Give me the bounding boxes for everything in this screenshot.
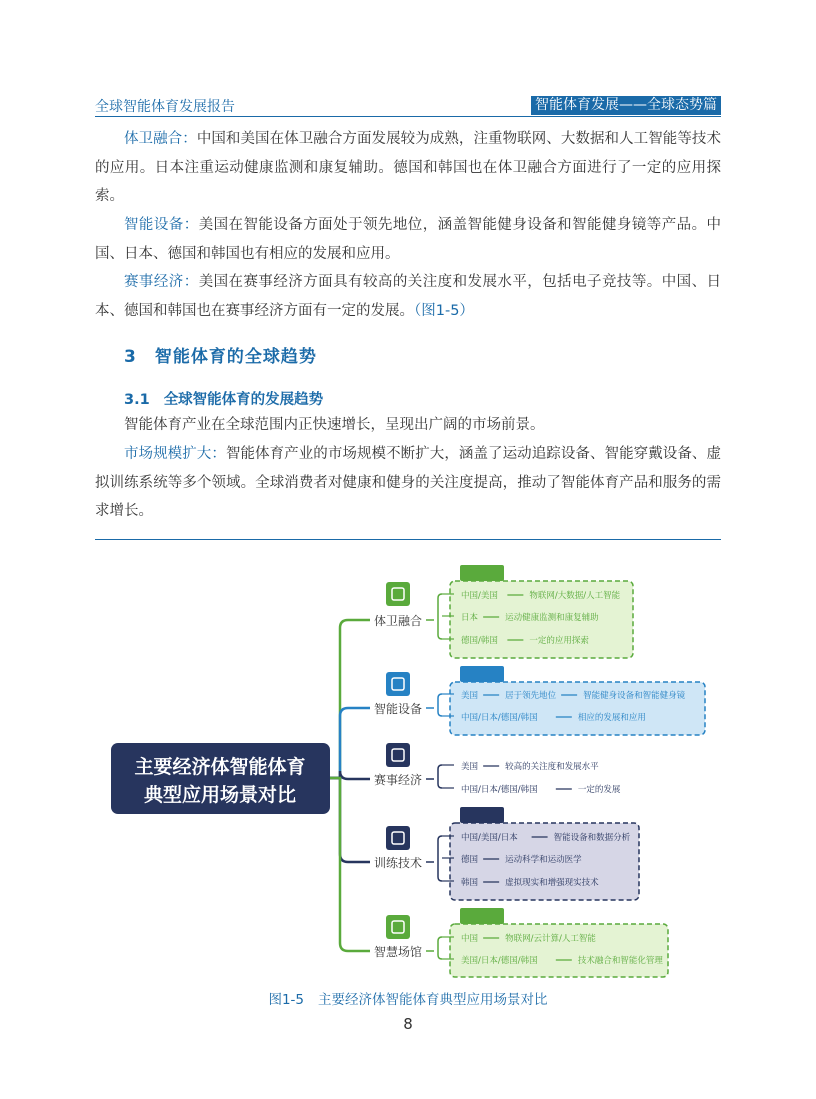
mind-map-branches [374, 565, 705, 977]
smart-device-icon [386, 672, 410, 696]
item-detail: 物联网/大数据/人工智能 [529, 591, 621, 601]
box-tab [460, 908, 504, 924]
paragraph-lead: 市场规模扩大： [124, 446, 226, 462]
connector-1 [330, 708, 370, 778]
branch-bracket [426, 937, 442, 959]
box-tab [460, 666, 504, 682]
item-detail: 物联网/云计算/人工智能 [505, 934, 596, 944]
paragraph-body: 美国在赛事经济方面具有较高的关注度和发展水平，包括电子竞技等。中国、日本、德国和韩国也在赛事经济方面有一定的发展。 [95, 274, 722, 319]
connector-4 [330, 778, 370, 951]
box-tab [460, 807, 504, 823]
training-icon [386, 826, 410, 850]
subsection-title: 全球智能体育的发展趋势 [163, 392, 324, 408]
paragraph-lead: 赛事经济： [124, 274, 199, 290]
item-country: 中国/日本/德国/韩国 [461, 713, 538, 723]
figure-caption [0, 988, 816, 1008]
branch-label: 智能设备 [373, 702, 423, 716]
mind-map-connectors [330, 620, 370, 951]
figure-reference-link[interactable]: （图1-5） [414, 302, 474, 319]
item-country: 中国 [461, 934, 479, 944]
subsection-number: 3.1 [124, 392, 150, 408]
branch-label: 赛事经济 [373, 773, 423, 787]
item-country: 韩国 [461, 878, 479, 888]
box-tab [460, 565, 504, 581]
item-detail: 智能设备和数据分析 [553, 833, 631, 843]
paragraph-lead: 体卫融合： [124, 131, 197, 147]
paragraph-body: 智能体育产业的市场规模不断扩大，涵盖了运动追踪设备、智能穿戴设备、虚拟训练系统等多个领域。全球消费者对健康和健身的关注度提高，推动了智能体育产品和服务的需求增长。 [95, 446, 721, 519]
page-number: 8 [403, 1015, 413, 1033]
paragraph-body: 美国在智能设备方面处于领先地位，涵盖智能健身设备和智能健身镜等产品。中国、日本、德国和韩国也有相应的发展和应用。 [95, 217, 722, 262]
item-detail: 较高的关注度和发展水平 [505, 762, 599, 772]
item-middle: 居于领先地位 [505, 691, 557, 701]
branch-label: 训练技术 [373, 856, 423, 870]
section-number: 3 [124, 347, 137, 367]
item-detail: 运动健康监测和康复辅助 [505, 613, 599, 623]
figure-number: 图1-5 [268, 992, 305, 1008]
item-detail: 运动科学和运动医学 [505, 855, 582, 865]
center-node-line2: 典型应用场景对比 [143, 784, 297, 806]
item-detail: 相应的发展和应用 [577, 713, 646, 723]
item-country: 中国/美国/日本 [461, 833, 518, 843]
center-node-line1: 主要经济体智能体育 [134, 756, 306, 778]
branch-bracket [426, 694, 442, 716]
item-detail: 技术融合和智能化管理 [577, 956, 663, 966]
paragraph-body: 中国和美国在体卫融合方面发展较为成熟，注重物联网、大数据和人工智能等技术的应用。日本注重运动健康监测和康复辅助。德国和韩国也在体卫融合方面进行了一定的应用探索。 [95, 131, 721, 204]
items-box [450, 682, 705, 735]
figure-title: 主要经济体智能体育典型应用场景对比 [318, 992, 548, 1008]
connector-3 [330, 778, 370, 862]
branch-bracket [426, 765, 442, 788]
item-country: 美国 [461, 691, 479, 701]
item-country: 美国/日本/德国/韩国 [461, 956, 538, 966]
item-detail: 一定的应用探索 [529, 636, 589, 646]
section-title: 智能体育的全球趋势 [154, 347, 317, 367]
branch-label: 智慧场馆 [373, 945, 423, 959]
connector-0 [330, 620, 370, 778]
branch-bracket [426, 836, 442, 881]
item-country: 中国/日本/德国/韩国 [461, 785, 538, 795]
event-icon [386, 743, 410, 767]
item-country: 德国/韩国 [461, 636, 498, 646]
item-country: 日本 [461, 613, 479, 623]
item-country: 德国 [461, 855, 479, 865]
item-detail: 虚拟现实和增强现实技术 [505, 878, 599, 888]
paragraph-lead: 智能设备： [124, 217, 199, 233]
item-detail: 一定的发展 [577, 785, 621, 795]
item-detail: 智能健身设备和智能健身镜 [583, 691, 686, 701]
health-icon [386, 582, 410, 606]
items-box [450, 924, 668, 977]
item-country: 美国 [461, 762, 479, 772]
branch-bracket [426, 594, 442, 639]
venue-icon [386, 915, 410, 939]
branch-label: 体卫融合 [373, 614, 423, 628]
running-header-title: 全球智能体育发展报告 [95, 99, 235, 115]
paragraph-intro: 智能体育产业在全球范围内正快速增长，呈现出广阔的市场前景。 [124, 417, 545, 433]
item-country: 中国/美国 [461, 591, 498, 601]
running-header-chapter: 智能体育发展——全球态势篇 [531, 96, 721, 115]
